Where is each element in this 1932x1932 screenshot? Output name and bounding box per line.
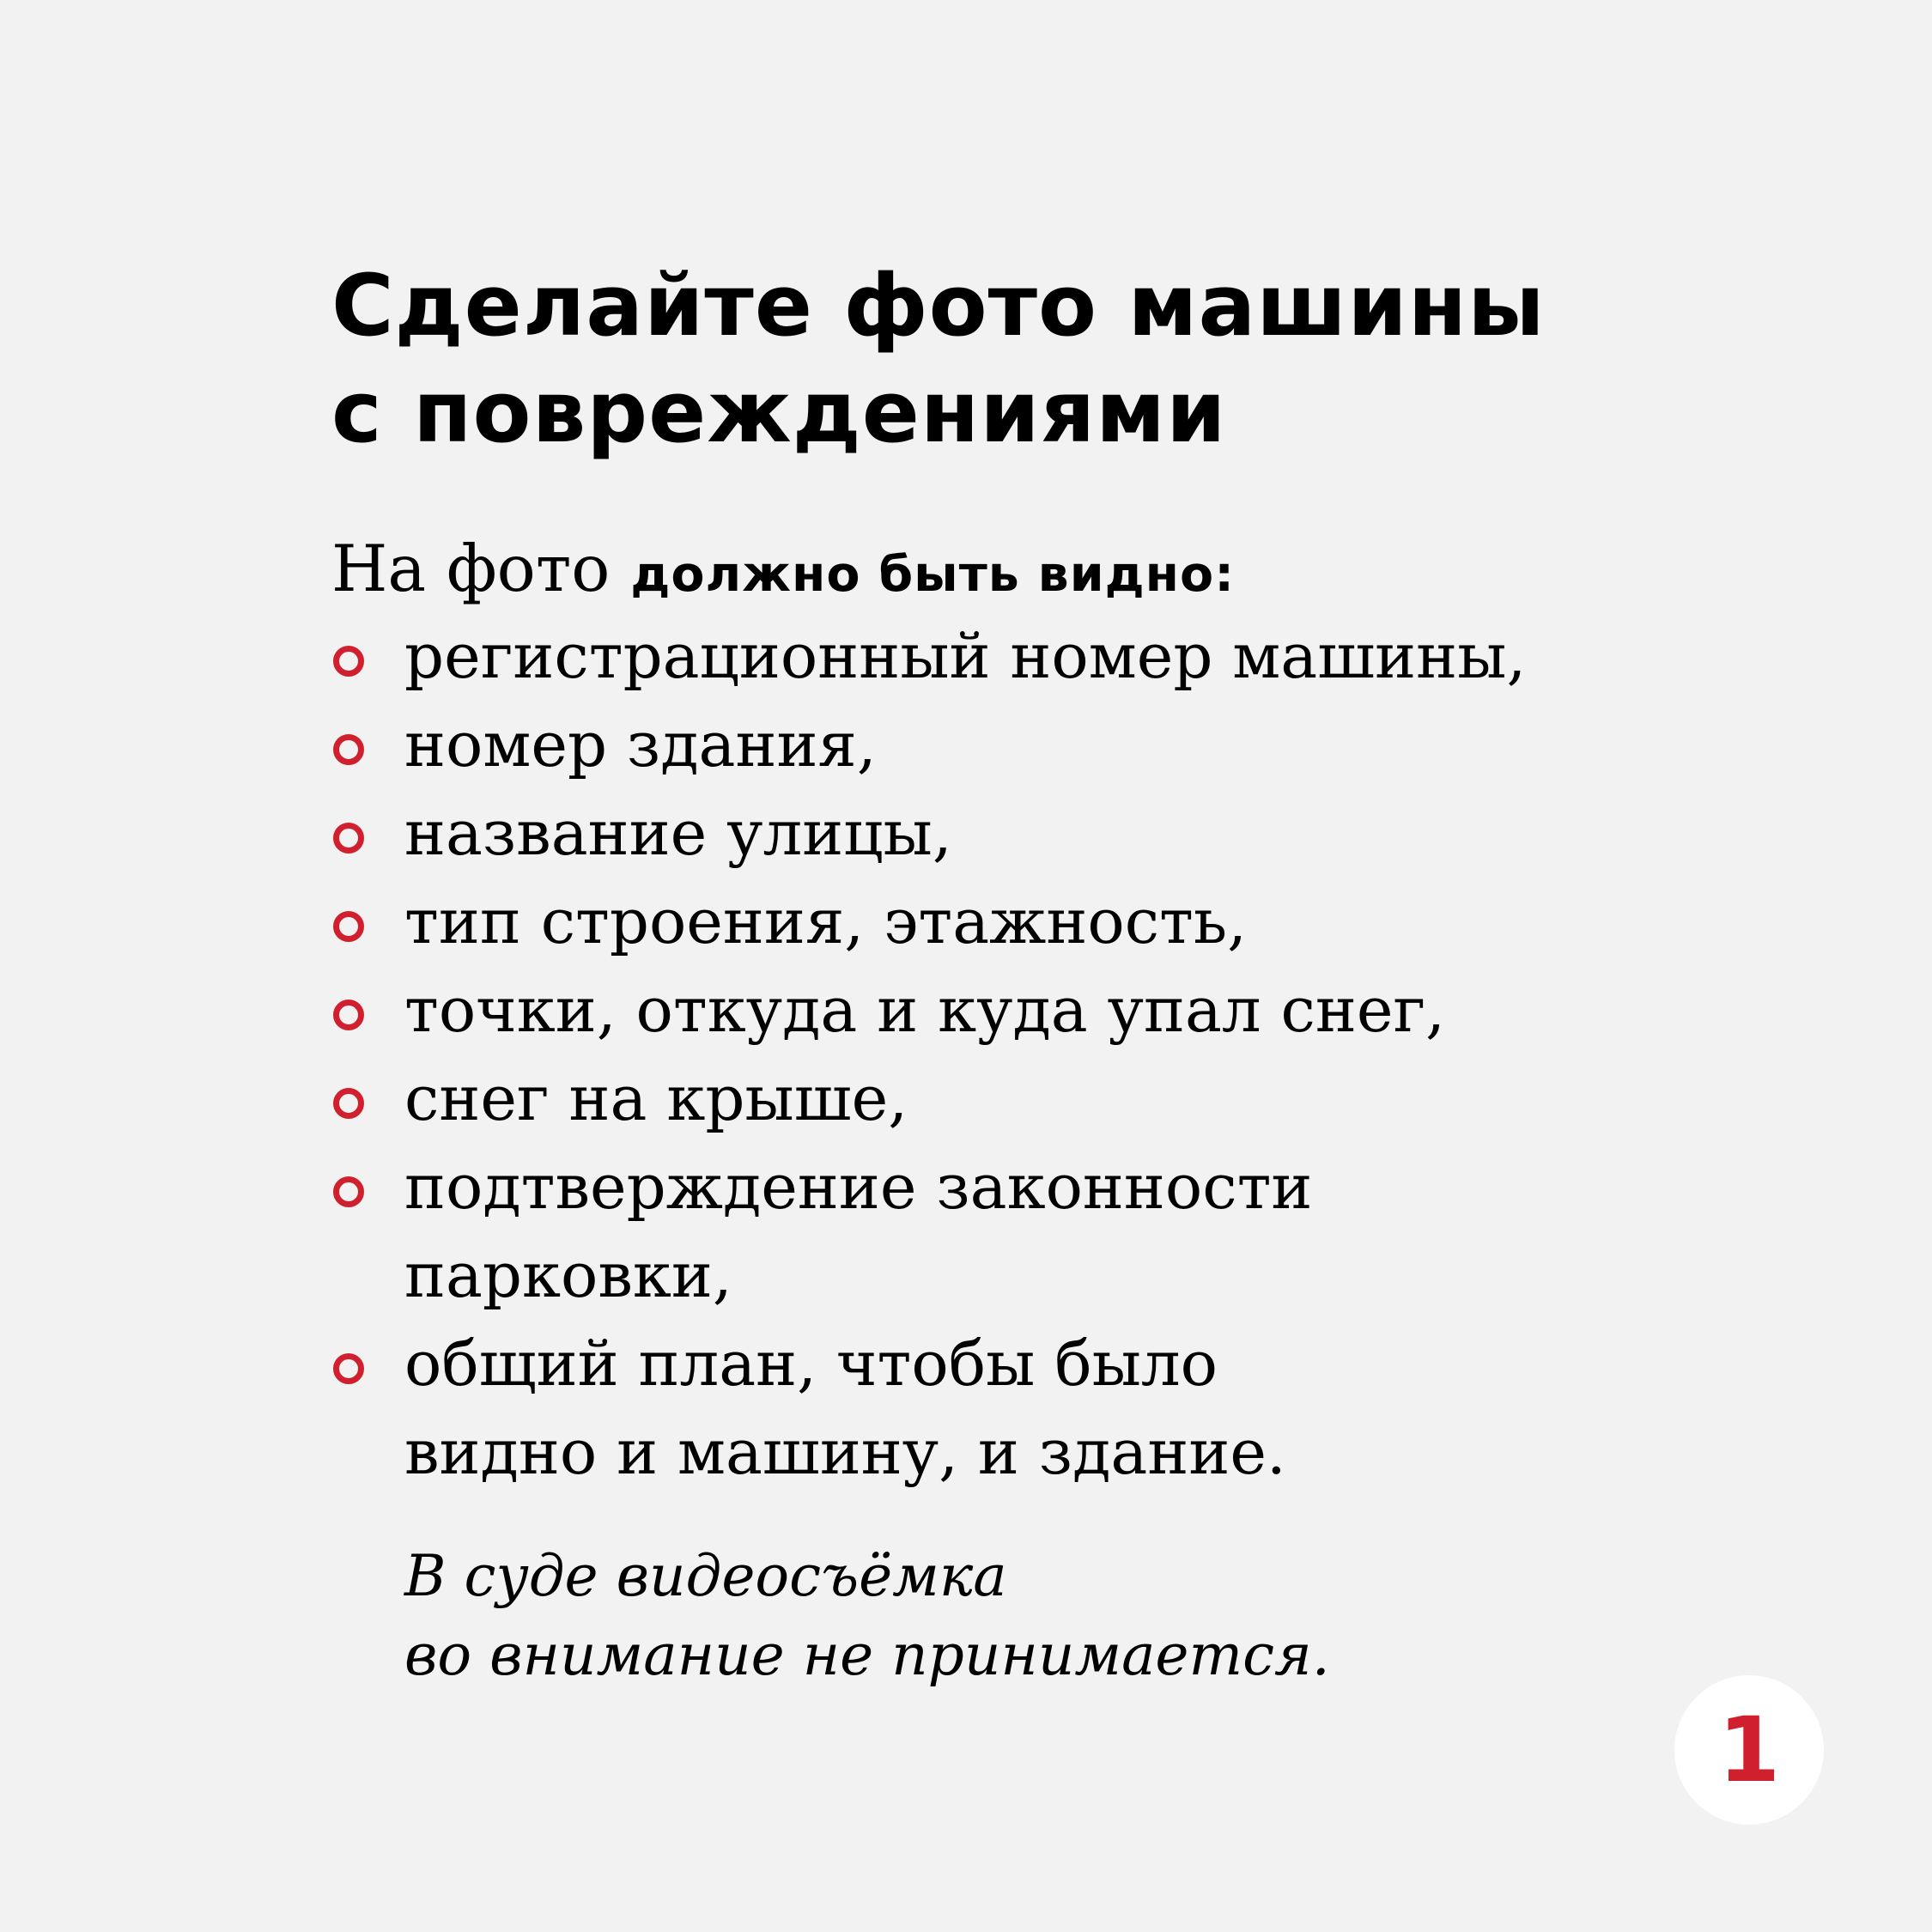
list-item-text bbox=[404, 878, 1877, 966]
list-item-text bbox=[404, 789, 1877, 878]
circle-bullet-icon bbox=[333, 646, 364, 677]
circle-bullet-icon bbox=[333, 1176, 364, 1207]
list-item-text bbox=[404, 1143, 1877, 1320]
card-title bbox=[331, 253, 1791, 466]
circle-bullet-icon bbox=[333, 823, 364, 854]
list-item-text bbox=[404, 1320, 1877, 1497]
list-item-line: снег на крыше, bbox=[404, 1062, 908, 1134]
card-title-line: Сделайте фото машины bbox=[331, 257, 1546, 355]
list-item-line: название улицы, bbox=[404, 797, 952, 869]
circle-bullet-icon bbox=[333, 734, 364, 765]
list-item-text bbox=[404, 612, 1877, 701]
page-number-badge bbox=[1674, 1675, 1824, 1825]
list-item bbox=[331, 1320, 1877, 1497]
circle-bullet-icon bbox=[333, 1353, 364, 1384]
circle-bullet-icon bbox=[333, 999, 364, 1030]
circle-bullet-icon bbox=[333, 1088, 364, 1119]
page-number: 1 bbox=[1717, 1698, 1781, 1802]
circle-bullet-icon bbox=[333, 911, 364, 942]
list-item-line: тип строения, этажность, bbox=[404, 885, 1247, 957]
list-item-line: общий план, чтобы было bbox=[404, 1327, 1218, 1400]
list-item bbox=[331, 966, 1877, 1054]
court-note-line: во внимание не принимается. bbox=[404, 1622, 1330, 1688]
list-item bbox=[331, 1143, 1877, 1320]
list-item-text bbox=[404, 701, 1877, 789]
lead-bold-text: должно быть видно: bbox=[630, 546, 1236, 603]
list-item-text bbox=[404, 1054, 1877, 1143]
lead-plain-text: На фото bbox=[331, 531, 631, 606]
list-item bbox=[331, 878, 1877, 966]
list-item-line: парковки, bbox=[404, 1239, 732, 1311]
lead-text bbox=[331, 526, 1235, 617]
card-title-line: с повреждениями bbox=[331, 363, 1227, 462]
court-note bbox=[404, 1537, 1330, 1695]
list-item bbox=[331, 701, 1877, 789]
list-item bbox=[331, 789, 1877, 878]
list-item-line: регистрационный номер машины, bbox=[404, 620, 1527, 692]
list-item-line: подтверждение законности bbox=[404, 1151, 1313, 1223]
court-note-line: В суде видеосъёмка bbox=[404, 1543, 1007, 1609]
list-item-text bbox=[404, 966, 1877, 1054]
list-item bbox=[331, 1054, 1877, 1143]
requirements-list bbox=[331, 612, 1877, 1497]
list-item-line: видно и машину, и здание. bbox=[404, 1416, 1286, 1488]
list-item bbox=[331, 612, 1877, 701]
list-item-line: номер здания, bbox=[404, 708, 877, 781]
list-item-line: точки, откуда и куда упал снег, bbox=[404, 974, 1446, 1046]
